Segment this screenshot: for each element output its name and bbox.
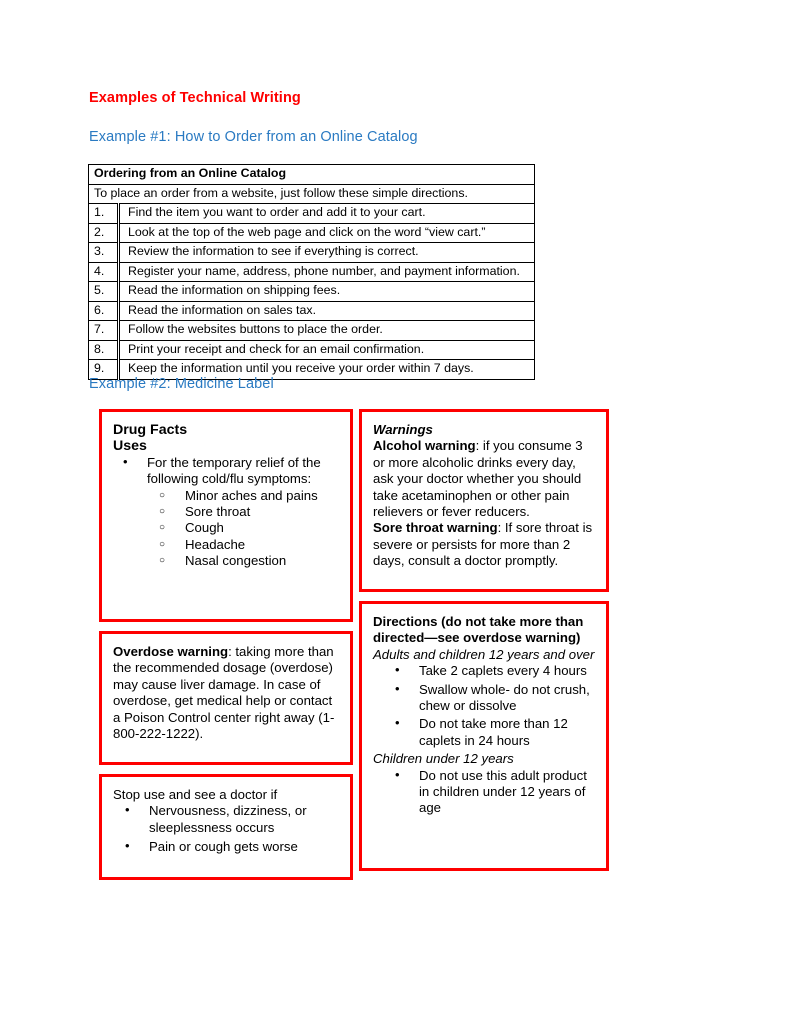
step-number: 9. [89, 360, 119, 380]
list-item: • Nervousness, dizziness, or sleeplessness occurs [113, 803, 341, 836]
step-number: 6. [89, 301, 119, 321]
medicine-label [99, 409, 609, 862]
step-text: Look at the top of the web page and click on the word “view cart.” [119, 223, 535, 243]
drug-facts-box [99, 409, 353, 622]
directions-adults-list [373, 663, 597, 749]
list-item: • Do not use this adult product in children under 12 years of age [373, 768, 597, 817]
page-title: Examples of Technical Writing [89, 90, 301, 106]
list-item: • Do not take more than 12 caplets in 24 hours [373, 716, 597, 749]
spacer [99, 622, 353, 631]
alcohol-warning-label: Alcohol warning [373, 438, 476, 454]
step-text: Find the item you want to order and add it to your cart. [119, 204, 535, 224]
list-item: ○ Minor aches and pains [147, 488, 341, 504]
overdose-label: Overdose warning [113, 644, 229, 659]
overdose-warning-box [99, 631, 353, 765]
step-text: Read the information on sales tax. [119, 301, 535, 321]
list-item: ○ Cough [147, 520, 341, 536]
warnings-heading: Warnings [373, 422, 433, 437]
step-text: Register your name, address, phone number, and payment information. [119, 262, 535, 282]
table-row [89, 262, 535, 282]
table-header-cell: Ordering from an Online Catalog [89, 165, 535, 185]
step-text: Keep the information until you receive your order within 7 days. [119, 360, 535, 380]
directions-heading: Directions (do not take more than directed—see overdose warning) [373, 614, 584, 646]
table-row [89, 321, 535, 341]
directions-children-list [373, 768, 597, 817]
step-number: 7. [89, 321, 119, 341]
table-row [89, 282, 535, 302]
uses-heading: Uses [113, 438, 147, 455]
sore-throat-warning-label: Sore throat warning [373, 520, 498, 536]
warnings-box [359, 409, 609, 592]
sore-throat-warning-paragraph [373, 520, 597, 569]
table-body [89, 165, 535, 380]
step-number: 2. [89, 223, 119, 243]
alcohol-warning-paragraph [373, 438, 597, 520]
directions-box [359, 601, 609, 871]
list-item: ○ Sore throat [147, 504, 341, 520]
step-number: 3. [89, 243, 119, 263]
step-text: Follow the websites buttons to place the order. [119, 321, 535, 341]
spacer [99, 765, 353, 774]
table-row [89, 340, 535, 360]
ordering-steps-table [88, 164, 535, 380]
step-number: 4. [89, 262, 119, 282]
list-item: ○ Headache [147, 537, 341, 553]
overdose-text: : taking more than the recommended dosage (overdose) may cause liver damage. In case of overdose, get medical help or contact a Poison Control center right away (1-800-222-1222). [113, 644, 335, 742]
step-text: Read the information on shipping fees. [119, 282, 535, 302]
step-text: Print your receipt and check for an email confirmation. [119, 340, 535, 360]
step-number: 1. [89, 204, 119, 224]
table-intro-cell: To place an order from a website, just follow these simple directions. [89, 184, 535, 204]
overdose-paragraph [113, 644, 341, 742]
step-text: Review the information to see if everything is correct. [119, 243, 535, 263]
stop-use-box [99, 774, 353, 880]
table-row [89, 204, 535, 224]
list-item: ○ Nasal congestion [147, 553, 341, 569]
step-number: 8. [89, 340, 119, 360]
directions-children-heading: Children under 12 years [373, 751, 514, 767]
list-item: • Pain or cough gets worse [113, 839, 341, 855]
label-left-column [99, 409, 353, 880]
label-right-column [359, 409, 609, 871]
sore-throat-warning-text: : If sore throat is severe or persists for more than 2 days, consult a doctor promptly. [373, 520, 593, 569]
table-row-intro [89, 184, 535, 204]
table-row [89, 243, 535, 263]
stop-use-heading: Stop use and see a doctor if [113, 787, 278, 802]
uses-bullet-text: For the temporary relief of the following cold/flu symptoms: [147, 454, 321, 487]
table-row [89, 301, 535, 321]
example-1-heading: Example #1: How to Order from an Online Catalog [89, 129, 418, 145]
spacer [359, 592, 609, 601]
list-item [113, 455, 341, 570]
stop-use-list [113, 803, 341, 855]
example-2-heading: Example #2: Medicine Label [89, 376, 274, 392]
uses-list [113, 455, 341, 570]
directions-adults-heading: Adults and children 12 years and over [373, 646, 595, 662]
alcohol-warning-text: : if you consume 3 or more alcoholic drinks every day, ask your doctor whether you should take acetaminophen or other pain relievers or fever reducers. [373, 438, 583, 520]
table-row-header [89, 165, 535, 185]
step-number: 5. [89, 282, 119, 302]
list-item: • Swallow whole- do not crush, chew or dissolve [373, 682, 597, 715]
table-row [89, 223, 535, 243]
list-item: • Take 2 caplets every 4 hours [373, 663, 597, 679]
symptoms-list [147, 488, 341, 570]
drug-facts-heading: Drug Facts [113, 422, 188, 438]
